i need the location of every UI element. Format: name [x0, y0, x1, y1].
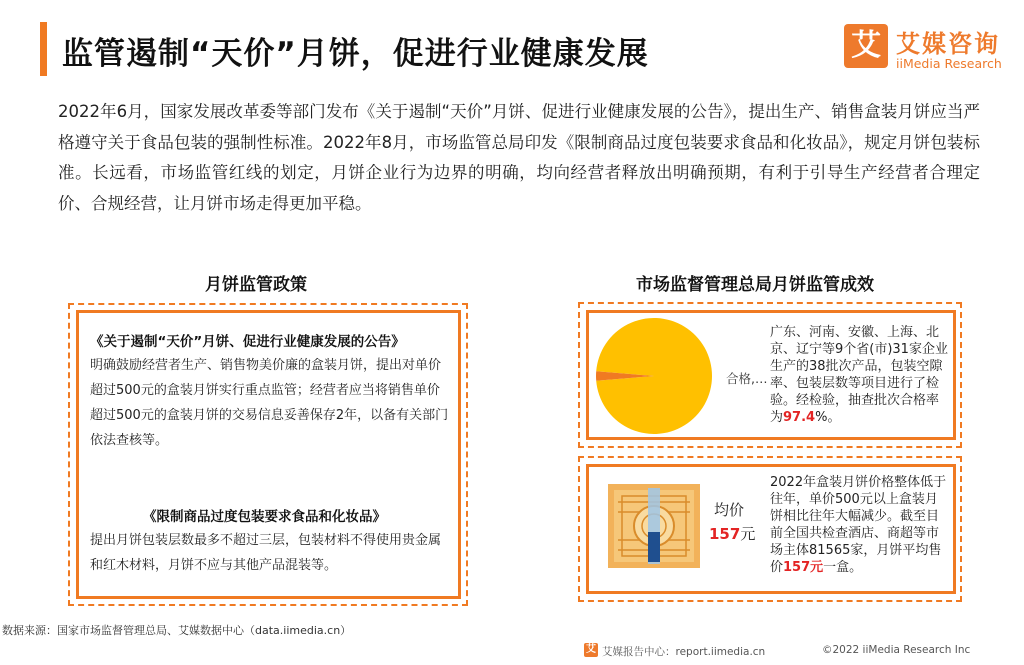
footer-logo-icon: 艾	[586, 644, 596, 655]
price-suffix: 一盒。	[823, 560, 863, 575]
inspection-description	[770, 324, 948, 426]
average-price-number: 157	[709, 525, 741, 543]
average-price-unit: 元	[740, 525, 756, 543]
price-text: 2022年盒装月饼价格整体低于往年，单价500元以上盒装月饼相比往年大幅减少。截至目前全国共检查酒店、商超等市场主体81565家，月饼平均售价	[770, 475, 947, 575]
inspection-text: 广东、河南、安徽、上海、北京、辽宁等9个省(市)31家企业生产的38批次产品，包装空隙率、包装层数等项目进行了检验。经检验，抽查批次合格率为	[770, 325, 948, 425]
logo-name-cn: 艾媒咨询	[896, 30, 1000, 58]
logo-name-en: iiMedia Research	[896, 56, 1002, 71]
policy-doc1-title: 《关于遏制“天价”月饼、促进行业健康发展的公告》	[90, 334, 405, 350]
price-description	[770, 474, 948, 576]
pass-rate-pie-chart	[594, 316, 714, 436]
price-value: 157元	[783, 560, 824, 575]
policy-doc2-body: 提出月饼包装层数最多不超过三层，包装材料不得使用贵金属和红木材料，月饼不应与其他产品混装等。	[90, 533, 442, 573]
policy-doc1-body: 明确鼓励经营者生产、销售物美价廉的盒装月饼，提出对单价超过500元的盒装月饼实行重点监管；经营者应当将销售单价超过500元的盒装月饼的交易信息妥善保存2年，以备有关部门依法查核等。	[90, 358, 449, 448]
footer-report-link[interactable]: 艾媒报告中心：report.iimedia.cn	[602, 646, 766, 658]
mooncake-box-image	[606, 482, 702, 570]
inspection-rate: 97.4	[783, 410, 816, 425]
intro-paragraph: 2022年6月，国家发展改革委等部门发布《关于遏制“天价”月饼、促进行业健康发展的公告》，提出生产、销售盒装月饼应当严格遵守关于食品包装的强制性标准。2022年8月，市场监管总局印发《限制商品过度包装要求食品和化妆品》，规定月饼包装标准。长远看，市场监管红线的划定，月饼企业行为边界的明确，均向经营者释放出明确预期，有利于引导生产经营者合理定价、合规经营，让月饼市场走得更加平稳。	[58, 102, 980, 213]
average-price-label: 均价	[714, 501, 745, 519]
brand-logo	[844, 20, 1014, 76]
footer-copyright: ©2022 iiMedia Research Inc	[822, 644, 971, 656]
results-section-heading: 市场监督管理总局月饼监管成效	[636, 275, 874, 295]
policy-section-heading: 月饼监管政策	[205, 275, 307, 295]
pie-slice-label: 合格,…	[726, 371, 768, 386]
average-price-value	[709, 523, 755, 544]
title-accent-bar	[40, 22, 47, 76]
policy-doc2-title: 《限制商品过度包装要求食品和化妆品》	[143, 509, 386, 525]
page-title: 监管遏制“天价”月饼，促进行业健康发展	[62, 36, 649, 72]
inspection-suffix: %。	[815, 410, 841, 425]
data-source-note: 数据来源：国家市场监督管理总局、艾媒数据中心（data.iimedia.cn）	[2, 624, 352, 637]
logo-mark: 艾	[844, 24, 888, 68]
